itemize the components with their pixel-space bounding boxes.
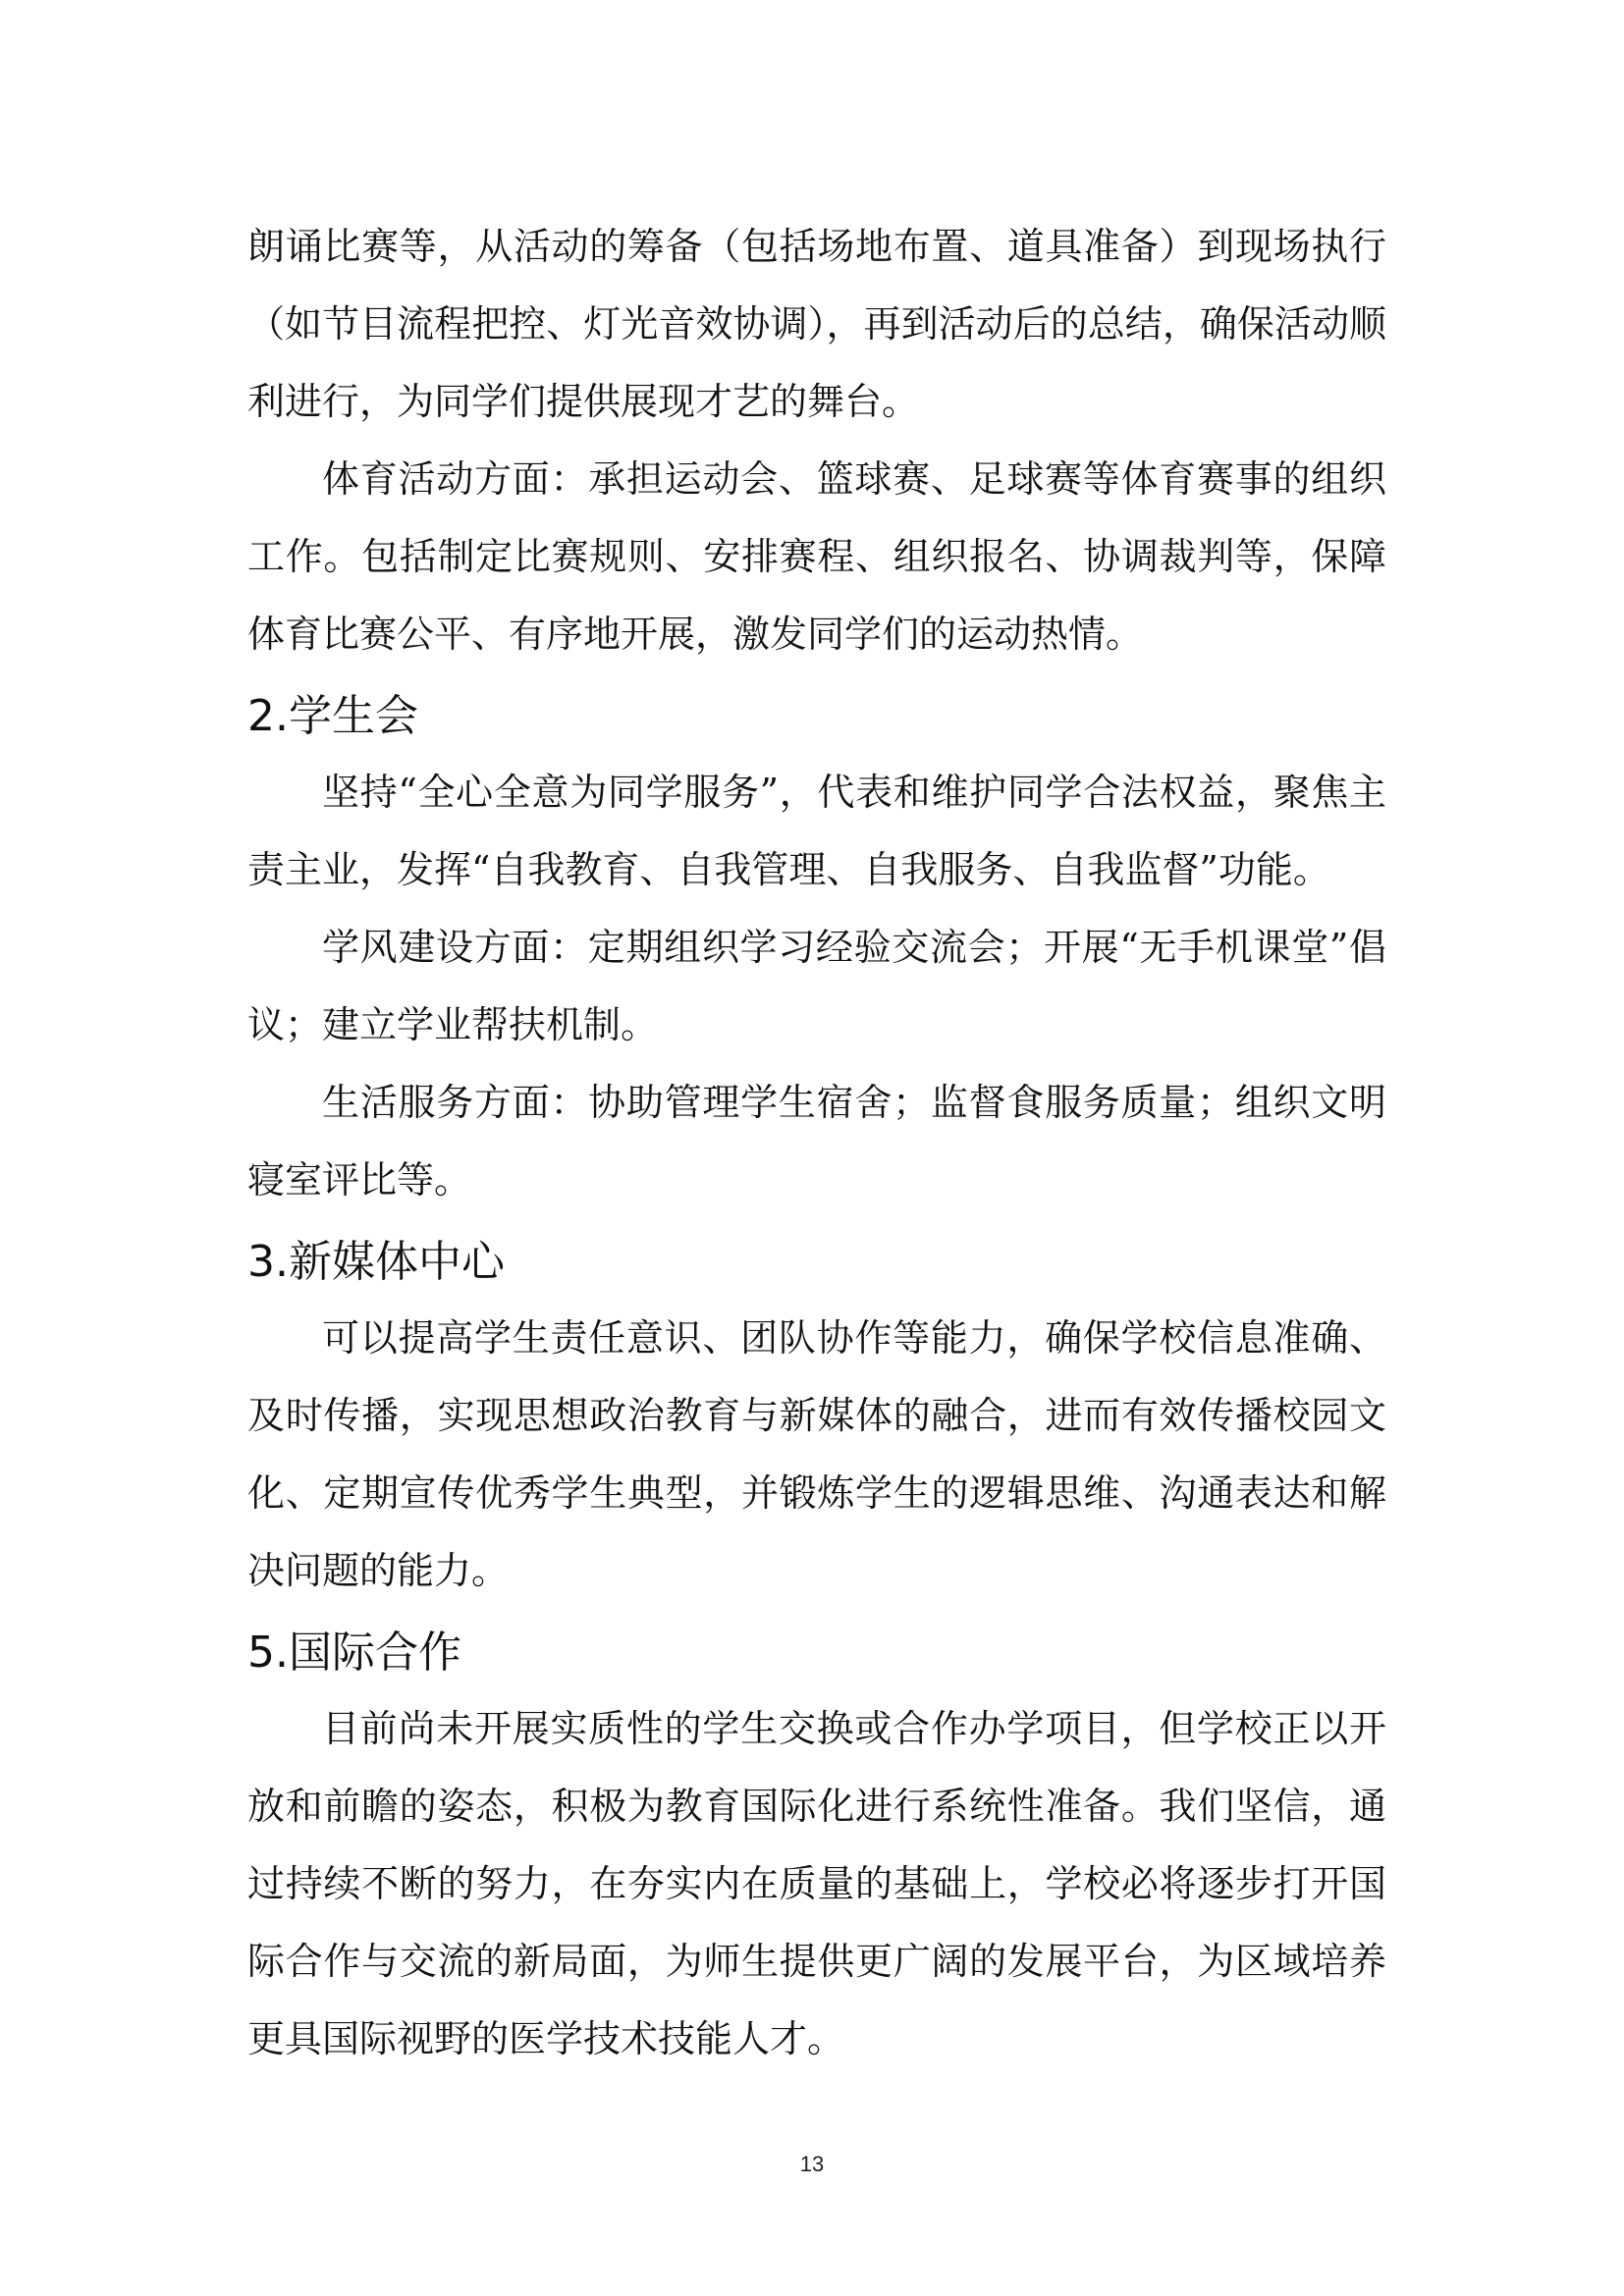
paragraph-student-union-mission: 坚持“全心全意为同学服务”，代表和维护同学合法权益，聚焦主责主业，发挥“自我教育、自我管理、自我服务、自我监督”功能。 [247, 771, 1386, 891]
paragraph-life-services: 生活服务方面：协助管理学生宿舍；监督食服务质量；组织文明寝室评比等。 [247, 1081, 1386, 1201]
page-number: 13 [799, 2152, 825, 2176]
paragraph-sports-activities: 体育活动方面：承担运动会、篮球赛、足球赛等体育赛事的组织工作。包括制定比赛规则、安排赛程、组织报名、协调裁判等，保障体育比赛公平、有序地开展，激发同学们的运动热情。 [247, 457, 1386, 656]
paragraph-study-style: 学风建设方面：定期组织学习经验交流会；开展“无手机课堂”倡议；建立学业帮扶机制。 [247, 926, 1386, 1046]
paragraph-continued-activities: 朗诵比赛等，从活动的筹备（包括场地布置、道具准备）到现场执行（如节目流程把控、灯光音效协调），再到活动后的总结，确保活动顺利进行，为同学们提供展现才艺的舞台。 [247, 225, 1386, 423]
section-heading-student-union: 2.学生会 [247, 691, 418, 741]
section-heading-new-media-center: 3.新媒体中心 [247, 1237, 505, 1287]
paragraph-new-media-center: 可以提高学生责任意识、团队协作等能力，确保学校信息准确、及时传播，实现思想政治教育与新媒体的融合，进而有效传播校园文化、定期宣传优秀学生典型，并锻炼学生的逻辑思维、沟通表达和解决问题的能力。 [247, 1316, 1386, 1592]
section-heading-international-cooperation: 5.国际合作 [247, 1628, 461, 1678]
page-content [247, 208, 1386, 2078]
paragraph-international-cooperation: 目前尚未开展实质性的学生交换或合作办学项目，但学校正以开放和前瞻的姿态，积极为教育国际化进行系统性准备。我们坚信，通过持续不断的努力，在夯实内在质量的基础上，学校必将逐步打开国际合作与交流的新局面，为师生提供更广阔的发展平台，为区域培养更具国际视野的医学技术技能人才。 [247, 1707, 1386, 2060]
